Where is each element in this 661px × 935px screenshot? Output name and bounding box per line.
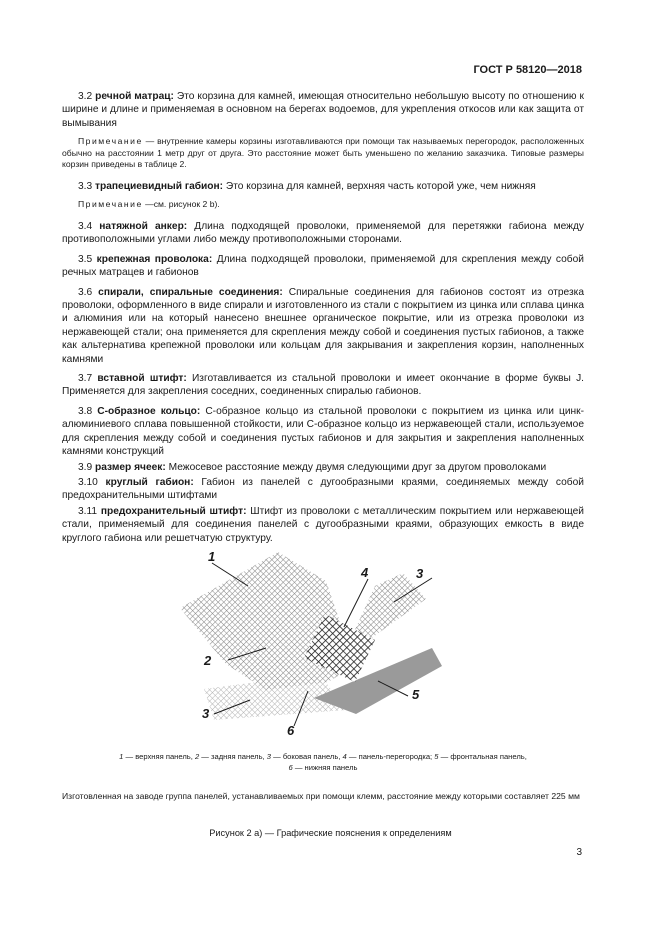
definition-3-10: 3.10 круглый габион: Габион из панелей с дугообразными краями, соединяемых между собой предохранительными штифтами — [62, 476, 584, 502]
figure-caption: Рисунок 2 a) — Графические пояснения к определениям — [209, 828, 452, 838]
definition-3-11: 3.11 предохранительный штифт: Штифт из проволоки с металлическим покрытием или нержавеющей стали, применяемый для соединения панелей с дугообразными краями, образующих емкость в виде круглого габиона или решетчатую структуру. — [62, 505, 584, 544]
callout-1: 1 — [208, 549, 216, 564]
note-3-2: Примечание — внутренние камеры корзины изготавливаются при помощи так называемых перегородок, расположенных обычно на расстоянии 1 метр друг от друга. Это расстояние может быть уменьшено по желанию заказчика. Типовые размеры корзин приведены в таблице 2. — [62, 136, 584, 170]
definition-3-9: 3.9 размер ячеек: Межосевое расстояние между двумя следующими друг за другом проволоками — [78, 461, 547, 473]
callout-4: 4 — [361, 565, 369, 580]
definition-3-2: 3.2 речной матрац: Это корзина для камней, имеющая относительно небольшую высоту по отношению к ширине и длине и применяемая в основном на берегах водоемов, для укрепления откосов или как защита от вымывания — [62, 91, 584, 129]
definition-3-3: 3.3 трапециевидный габион: Это корзина для камней, верхняя часть которой уже, чем нижняя — [78, 181, 536, 192]
definition-3-8: 3.8 С-образное кольцо: С-образное кольцо из стальной проволоки с покрытием из цинка или цинк-алюминиевого сплава повышенной стойкости, или С-образное кольцо из нержавеющей стали, используемое для скрепления между собой и соединения пустых габионов и для закрытия и закрепления наполненных камнями конструкций — [62, 405, 584, 458]
page-number: 3 — [576, 847, 582, 858]
figure-legend — [62, 752, 584, 773]
callout-2: 2 — [204, 653, 212, 668]
definition-3-7: 3.7 вставной штифт: Изготавливается из стальной проволоки и имеет окончание в форме буквы J. Применяется для закрепления соседних, соединенных спиралью габионов. — [62, 373, 584, 398]
callout-3-right: 3 — [416, 566, 424, 581]
definition-3-4: 3.4 натяжной анкер: Длина подходящей проволоки, применяемой для перетяжки габиона между противоположными углами либо между противоположными сторонами. — [62, 221, 584, 246]
definition-3-5: 3.5 крепежная проволока: Длина подходящей проволоки, применяемой для скрепления между собой речных матрацев и габионов — [62, 253, 584, 279]
definitions — [62, 90, 584, 551]
callout-3-left: 3 — [202, 706, 210, 721]
legend-line-1: 1 — верхняя панель, 2 — задняя панель, 3 — боковая панель, 4 — панель-перегородка; 5 — фронтальная панель, — [119, 752, 527, 761]
callout-5: 5 — [412, 687, 420, 702]
note-3-3: Примечание —см. рисунок 2 b). — [78, 199, 220, 210]
doc-header: ГОСТ Р 58120—2018 — [473, 64, 582, 76]
manufactured-note: Изготовленная на заводе группа панелей, устанавливаемых при помощи клемм, расстояние между которыми составляет 225 мм — [62, 791, 580, 801]
definition-3-6: 3.6 спирали, спиральные соединения: Спиральные соединения для габионов состоят из отрезка проволоки, оформленного в виде спирали и изготовленного из стали с покрытием из цинка или сплава цинка и алюминия или на который нанесено внешнее органическое покрытие, или из отрезка проволоки из нержавеющей стали; она применяется для скрепления между собой и соединения пустых габионов, а также как альтернатива крепежной проволоки или кольцам для закрывания и закрепления корзин, наполненных камнями — [62, 286, 584, 365]
side-panel-right — [352, 573, 426, 642]
legend-line-2: 6 — нижняя панель — [288, 762, 358, 772]
gabion-figure — [170, 548, 500, 744]
callout-6: 6 — [287, 723, 295, 738]
